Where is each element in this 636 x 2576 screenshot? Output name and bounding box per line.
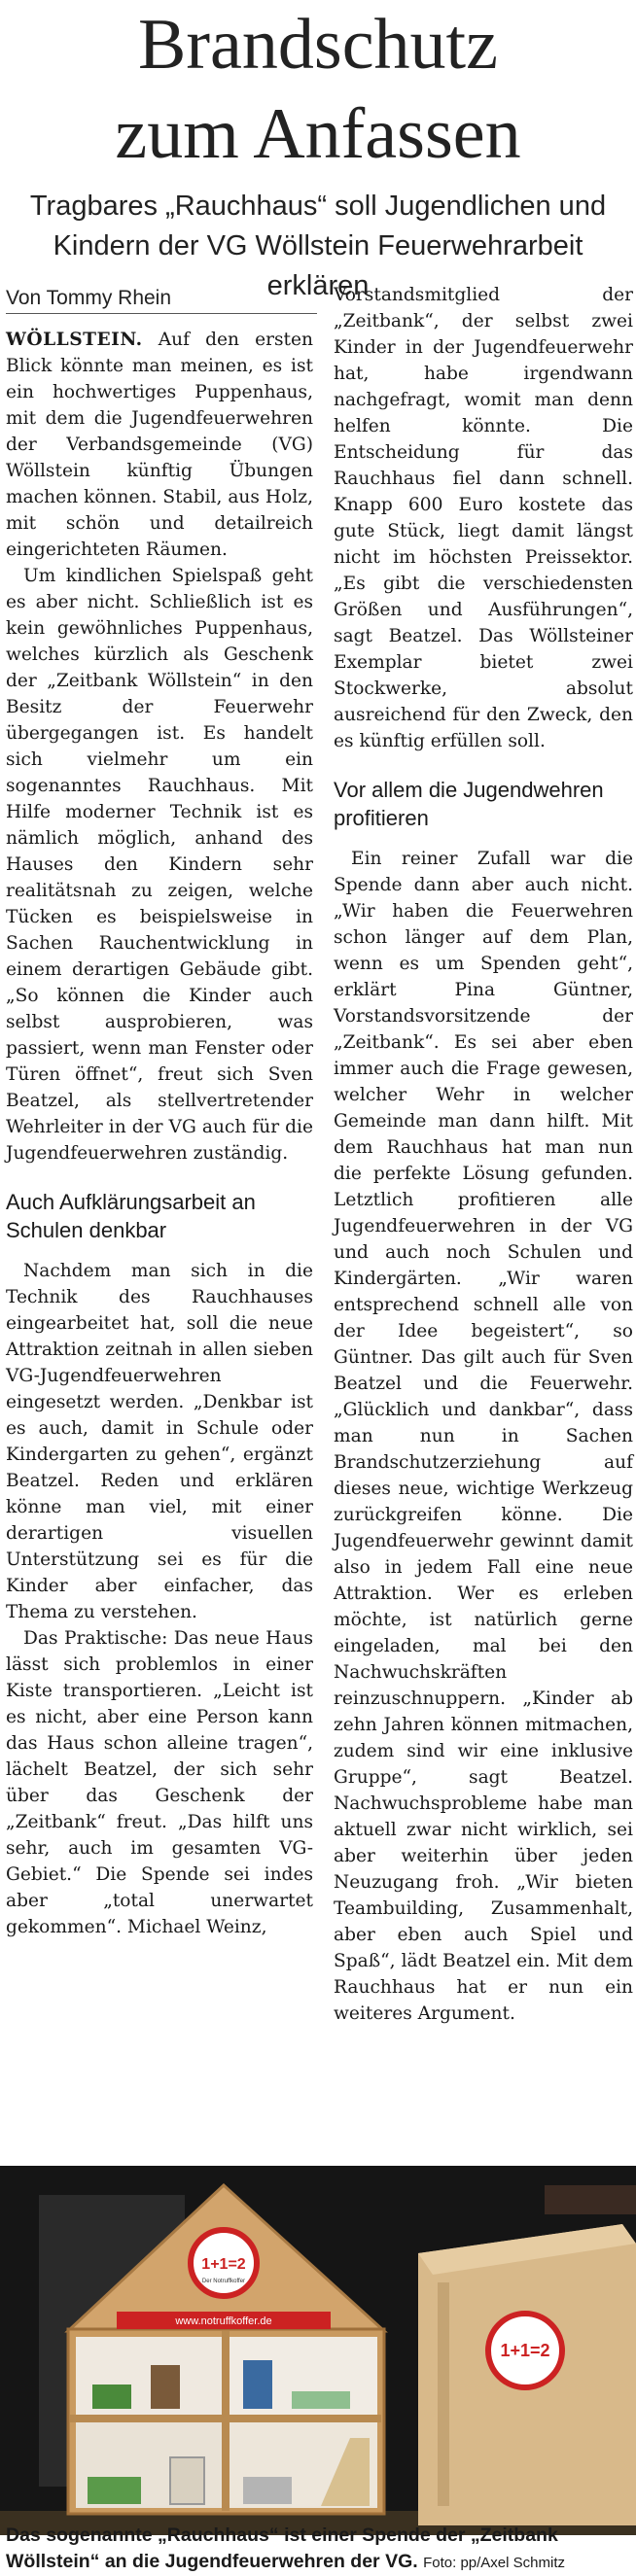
byline-rule <box>6 313 317 314</box>
paragraph-2: Um kindlichen Spielspaß geht es aber nicht. Schließlich ist es kein gewöhnliches Puppenhaus, welches kürzlich als Geschenk der „Zeitbank Wöllstein“ in den Besitz der Feuerwehr übergegangen ist. Es handelt sich vielmehr um ein sogenanntes Rauchhaus. Mit Hilfe moderner Technik ist es nämlich möglich, anhand des Hauses den Kindern sehr realitätsnah zu zeigen, welche Tücken es beispielsweise in Sachen Rauchentwicklung in einem derartigen Gebäude gibt. „So können die Kinder auch selbst ausprobieren, was passiert, wenn man Fenster oder Türen öffnet“, freut sich Sven Beatzel, als stellvertretender Wehrleiter in der VG auch für die Jugendfeuerwehren zuständig. <box>6 566 313 1164</box>
photo-credit: Foto: pp/Axel Schmitz <box>423 2555 565 2571</box>
paragraph-1 <box>6 327 313 563</box>
paragraph-1-text: Auf den ersten Blick könnte man meinen, es ist ein hochwertiges Puppenhaus, mit dem die Jugendfeuerwehren der Verbandsgemeinde (VG) Wöllstein künftig Übungen machen können. Stabil, aus Holz, mit schön und detailreich eingerichteten Räumen. <box>6 330 313 560</box>
subhead-line-2: Kindern der VG Wöllstein Feuerwehrarbeit erklären <box>53 230 583 301</box>
article-column-right <box>334 282 633 2027</box>
background-case <box>545 2185 636 2214</box>
furniture-cabinet-icon <box>243 2360 272 2409</box>
photo-caption <box>6 2523 633 2576</box>
roof-sticker-subtext: Der Notruffkoffer <box>201 2279 246 2284</box>
smoke-house-photo <box>0 2166 636 2535</box>
box-sticker-text: 1+1=2 <box>500 2341 550 2360</box>
house-wall-divider <box>222 2331 230 2511</box>
byline: Von Tommy Rhein <box>6 287 172 309</box>
furniture-table-icon <box>88 2477 141 2504</box>
dateline-location: WÖLLSTEIN. <box>6 330 143 350</box>
article-column-left <box>6 327 313 1940</box>
paragraph-6: Ein reiner Zufall war die Spende dann aber auch nicht. „Wir haben die Feuerwehren schon länger auf dem Plan, wenn es um Spenden geht“, erklärt Pina Güntner, Vorstandsvorsitzende der „Zeitbank“. Es sei aber eben immer auch die Frage gewesen, welcher Wehr in welcher Gemeinde man dann hilft. Mit dem Rauchhaus hat man nun die perfekte Lösung gefunden. Letztlich profitieren alle Jugendfeuerwehren in der VG und auch noch Schulen und Kindergärten. „Wir waren entsprechend schnell alle von der Idee begeistert“, so Güntner. Das gilt auch für Sven Beatzel und die Feuerwehr. „Glücklich und dankbar“, dass man nun in Sachen Brandschutzerziehung auf dieses neue, wichtige Werkzeug zurückgreifen könne. Die Jugendfeuerwehr gewinnt damit also in jedem Fall eine neue Attraktion. Wer es erleben möchte, ist natürlich gerne eingeladen, mal bei den Nachwuchskräften reinzuschnuppern. „Kinder ab zehn Jahren können mitmachen, zudem sind wir eine inklusive Gruppe“, sagt Beatzel. Nachwuchsprobleme habe man aktuell zwar nicht wirklich, sei aber weiterhin über jeden Neuzugang froh. „Wir bieten Teambuilding, Zusammenhalt, aber eben auch Spiel und Spaß“, lädt Beatzel ein. Mit dem Rauchhaus hat er nun ein weiteres Argument. <box>334 849 633 2024</box>
paragraph-5: Vorstandsmitglied der „Zeitbank“, der selbst zwei Kinder in der Jugendfeuerwehr hat, habe irgendwann nachgefragt, womit man denn helfen könnte. Die Entscheidung für das Rauchhaus fiel dann schnell. Knapp 600 Euro kostete das gute Stück, liegt damit längst nicht im höchsten Preissektor. „Es gibt die verschiedensten Größen und Ausführungen“, sagt Beatzel. Das Wöllsteiner Exemplar bietet zwei Stockwerke, absolut ausreichend für den Zweck, den es künftig erfüllen soll. <box>334 285 633 751</box>
roof-sticker-text: 1+1=2 <box>201 2256 246 2273</box>
article-photo <box>0 2166 636 2535</box>
subhead-line-1: Tragbares „Rauchhaus“ soll Jugendlichen und <box>29 191 607 222</box>
section-heading-schools: Auch Aufklärungsarbeit an Schulen denkbar <box>6 1190 256 1242</box>
box-sticker-icon <box>488 2314 562 2387</box>
furniture-bed-icon <box>92 2385 131 2409</box>
furniture-fridge-icon <box>170 2457 204 2504</box>
furniture-sofa-icon <box>292 2391 350 2409</box>
headline-line-1: Brandschutz <box>138 5 498 85</box>
headline <box>0 0 636 179</box>
roof-sticker-icon <box>191 2230 257 2296</box>
paragraph-3: Nachdem man sich in die Technik des Rauchhauses eingearbeitet hat, soll die neue Attraktion zeitnah in allen sieben VG-Jugendfeuerwehren eingesetzt werden. „Denkbar ist es auch, damit in Schule oder Kindergarten zu gehen“, ergänzt Beatzel. Reden und erklären könne man viel, mit einer derartigen visuellen Unterstützung sei es für die Kinder aber einfacher, das Thema zu verstehen. <box>6 1261 313 1622</box>
caption-text: Das sogenannte „Rauchhaus“ ist einer Spende der „Zeitbank Wöllstein“ an die Jugendfeuerwehren der VG. <box>6 2524 558 2572</box>
furniture-bench-icon <box>243 2477 292 2504</box>
section-heading-youth: Vor allem die Jugendwehren profitieren <box>334 778 604 830</box>
carrying-box-edge <box>438 2282 449 2506</box>
furniture-shelf-icon <box>151 2365 180 2409</box>
house-banner-text: www.notruffkoffer.de <box>175 2315 272 2327</box>
paragraph-4: Das Praktische: Das neue Haus lässt sich problemlos in einer Kiste transportieren. „Leicht ist es nicht, aber eine Person kann das Haus schon alleine tragen“, lächelt Beatzel, der sich sehr über das Geschenk der „Zeitbank“ freut. „Das hilft uns sehr, auch im gesamten VG-Gebiet.“ Die Spende sei indes aber „total unerwartet gekommen“. Michael Weinz, <box>6 1628 313 1937</box>
headline-line-2: zum Anfassen <box>115 94 521 174</box>
